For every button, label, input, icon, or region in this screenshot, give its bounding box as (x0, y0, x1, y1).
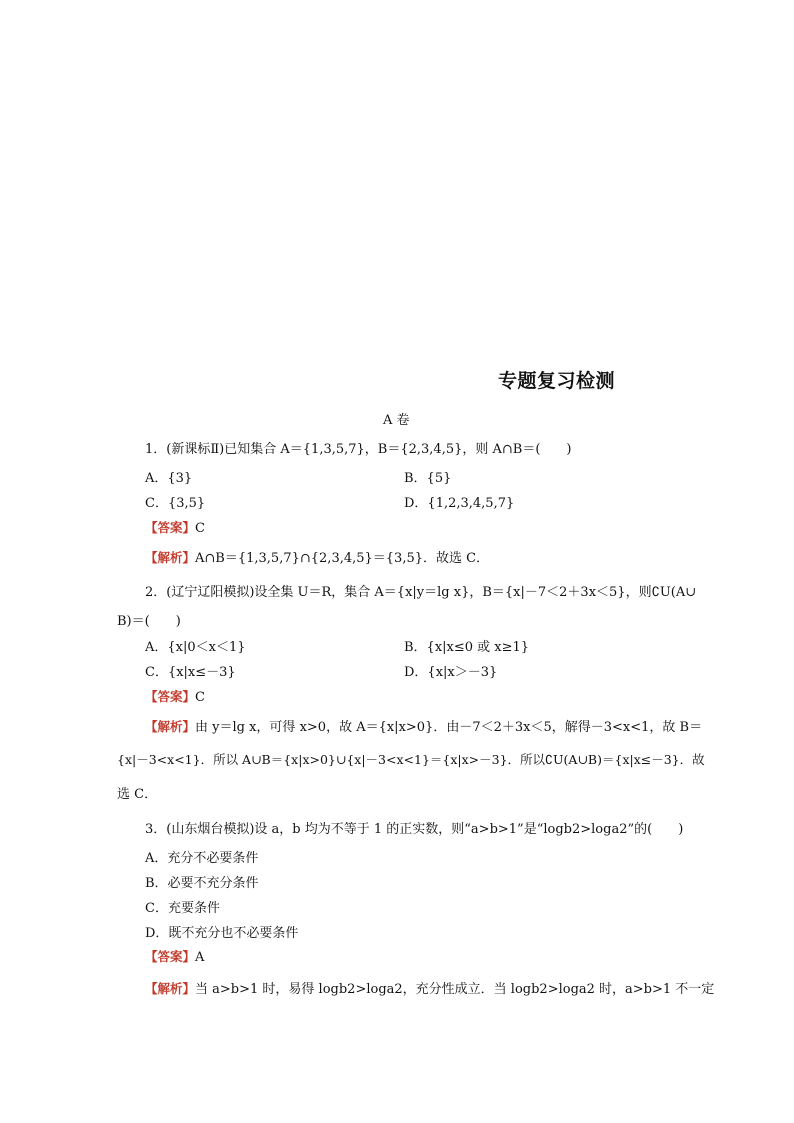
question-2-option-b: B．{x|x≤0 或 x≥1} (404, 640, 530, 655)
question-3-option-c: C．充要条件 (145, 901, 220, 916)
analysis-text: 由 y＝lg x，可得 x>0，故 A＝{x|x>0}．由－7＜2＋3x＜5，解得－3<x<1，故 B＝ (195, 720, 703, 735)
answer-tag: 【答案】 (145, 949, 196, 964)
question-3-option-b: B．必要不充分条件 (145, 876, 259, 891)
question-1-option-a: A．{3} (145, 471, 193, 486)
question-1-option-c: C．{3,5} (145, 496, 206, 511)
question-3-option-d: D．既不充分也不必要条件 (145, 926, 299, 941)
analysis-text: 当 a>b>1 时，易得 logb2>loga2，充分性成立．当 logb2>loga2 时，a>b>1 不一定 (195, 982, 715, 997)
analysis-tag: 【解析】 (145, 719, 196, 734)
question-1-option-b: B．{5} (404, 471, 452, 486)
answer-value: C (195, 690, 205, 705)
question-2-option-c: C．{x|x≤－3} (145, 665, 236, 680)
section-heading: A 卷 (383, 413, 410, 428)
question-1-answer (145, 518, 205, 536)
answer-tag: 【答案】 (145, 689, 196, 704)
analysis-tag: 【解析】 (145, 981, 196, 996)
question-2-stem-line-2: B)＝( ) (117, 614, 181, 629)
page-title: 专题复习检测 (498, 370, 616, 392)
question-2-option-a: A．{x|0＜x＜1} (145, 640, 246, 655)
question-3-answer (145, 947, 204, 965)
answer-value: A (195, 950, 205, 965)
analysis-text: A∩B＝{1,3,5,7}∩{2,3,4,5}＝{3,5}．故选 C． (195, 551, 490, 566)
question-2-analysis-line-2: {x|－3<x<1}．所以 A∪B＝{x|x>0}∪{x|－3<x<1}＝{x|x>－3}．所以∁U(A∪B)＝{x|x≤－3}．故 (117, 752, 705, 767)
question-2-option-d: D．{x|x＞－3} (404, 665, 498, 680)
question-1-analysis (145, 547, 489, 566)
analysis-tag: 【解析】 (145, 550, 196, 565)
question-1-option-d: D．{1,2,3,4,5,7} (404, 496, 515, 511)
question-3-stem: 3．(山东烟台模拟)设 a，b 均为不等于 1 的正实数，则“a>b>1”是“logb2>loga2”的( ) (145, 822, 684, 837)
answer-tag: 【答案】 (145, 520, 196, 535)
question-2-stem-line-1: 2．(辽宁辽阳模拟)设全集 U＝R，集合 A＝{x|y＝lg x}，B＝{x|－7＜2＋3x＜5}，则∁U(A∪ (145, 585, 697, 600)
question-3-option-a: A．充分不必要条件 (145, 851, 259, 866)
answer-value: C (195, 521, 205, 536)
question-1-stem: 1．(新课标Ⅱ)已知集合 A＝{1,3,5,7}，B＝{2,3,4,5}，则 A∩B＝( ) (145, 442, 572, 457)
question-2-analysis-line-1 (145, 716, 702, 735)
question-3-analysis (145, 978, 714, 997)
question-2-analysis-line-3: 选 C． (117, 787, 158, 802)
question-2-answer (145, 687, 205, 705)
